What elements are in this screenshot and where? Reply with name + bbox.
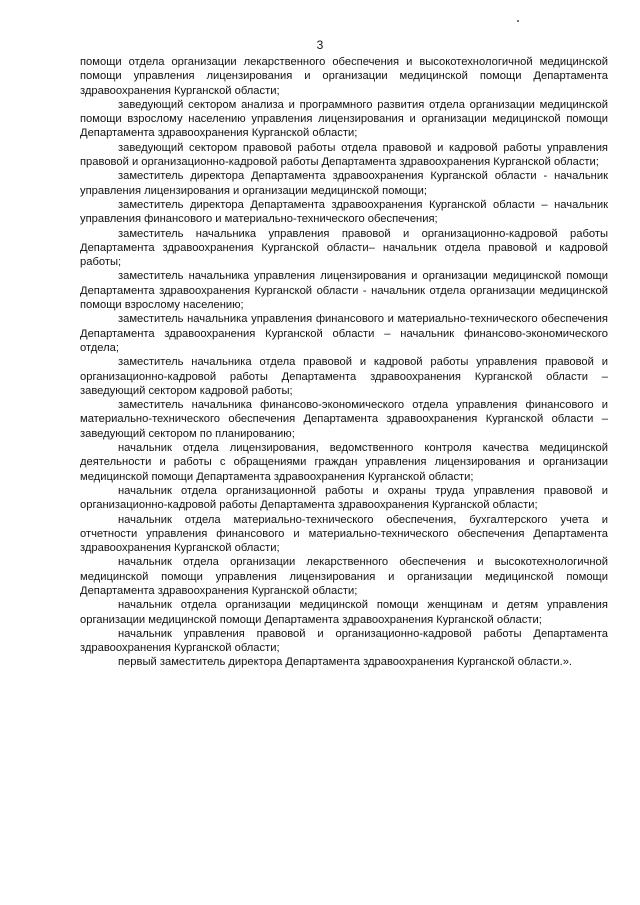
list-item: начальник отдела организационной работы и охраны труда управления правовой и организационно-кадровой работы Департамента здравоохранения Курганской области; bbox=[80, 484, 608, 512]
list-item: заместитель начальника отдела правовой и кадровой работы управления правовой и организационно-кадровой работы Департамента здравоохранения Курганской области – заведующий сектором кадровой работы; bbox=[80, 356, 608, 397]
list-item: заведующий сектором анализа и программного развития отдела организации медицинской помощи взрослому населению управления лицензирования и организации медицинской помощи Департамента здравоохранения Курганской области; bbox=[80, 98, 608, 140]
paragraph-continuation: помощи отдела организации лекарственного обеспечения и высокотехнологичной медицинской помощи управления лицензирования и организации медицинской помощи Департамента здравоохранения Курганской области; bbox=[80, 56, 608, 97]
list-item: заместитель директора Департамента здравоохранения Курганской области – начальник управления финансового и материально-технического обеспечения; bbox=[80, 198, 608, 226]
document-body bbox=[80, 55, 608, 670]
list-item: начальник отдела лицензирования, ведомственного контроля качества медицинской деятельности и работы с обращениями граждан управления лицензирования и организации медицинской помощи Департамента здравоохранения Курганской области; bbox=[80, 442, 608, 483]
page-number: 3 bbox=[316, 38, 324, 52]
list-item: заместитель начальника финансово-экономического отдела управления финансового и материально-технического обеспечения Департамента здравоохранения Курганской области – заведующий сектором по планированию; bbox=[80, 399, 608, 440]
list-item: начальник отдела материально-технического обеспечения, бухгалтерского учета и отчетности управления финансового и материально-технического обеспечения Департамента здравоохранения Курганской области; bbox=[80, 513, 608, 555]
list-item: заместитель директора Департамента здравоохранения Курганской области - начальник управления лицензирования и организации медицинской помощи; bbox=[80, 170, 608, 197]
list-item-final: первый заместитель директора Департамента здравоохранения Курганской области.». bbox=[118, 656, 573, 669]
scan-speck bbox=[517, 20, 519, 22]
list-item: начальник отдела организации медицинской помощи женщинам и детям управления организации медицинской помощи Департамента здравоохранения Курганской области; bbox=[80, 599, 608, 626]
list-item: начальник управления правовой и организационно-кадровой работы Департамента здравоохранения Курганской области; bbox=[80, 627, 608, 655]
list-item: заместитель начальника управления правовой и организационно-кадровой работы Департамента здравоохранения Курганской области– начальник отдела правовой и кадровой работы; bbox=[80, 227, 608, 269]
list-item: заместитель начальника управления финансового и материально-технического обеспечения Департамента здравоохранения Курганской области – начальник финансово-экономического отдела; bbox=[80, 313, 608, 354]
list-item: начальник отдела организации лекарственного обеспечения и высокотехнологичной медицинской помощи управления лицензирования и организации медицинской помощи Департамента здравоохранения Курганской области; bbox=[80, 556, 608, 597]
list-item: заместитель начальника управления лицензирования и организации медицинской помощи Департамента здравоохранения Курганской области - начальник отдела организации медицинской помощи взрослому населению; bbox=[80, 270, 608, 312]
list-item: заведующий сектором правовой работы отдела правовой и кадровой работы управления правовой и организационно-кадровой работы Департамента здравоохранения Курганской области; bbox=[80, 141, 608, 169]
